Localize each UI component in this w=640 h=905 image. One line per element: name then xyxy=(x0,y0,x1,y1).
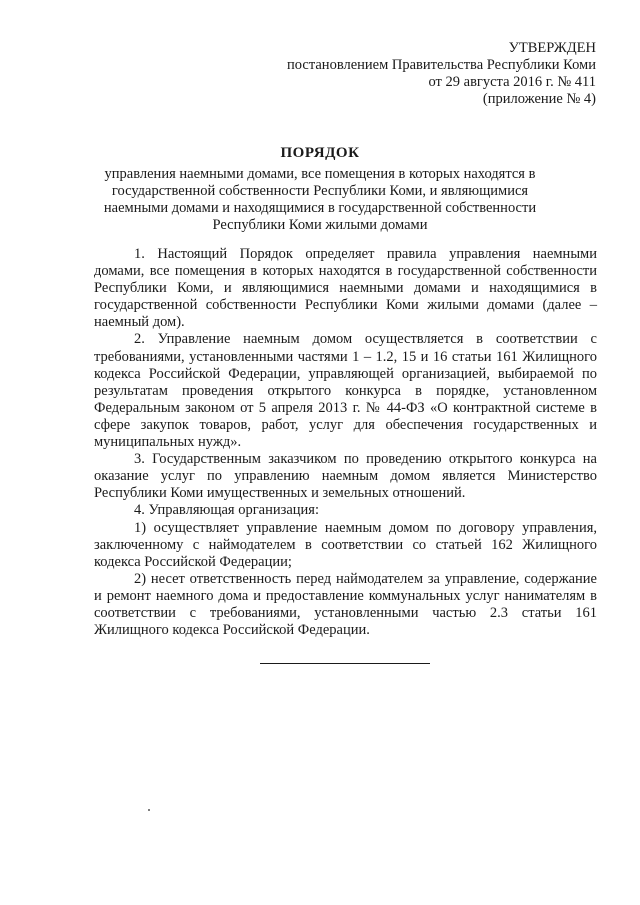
paragraph-3: 3. Государственным заказчиком по проведению открытого конкурса на оказание услуг по управлению наемным домом является Министерство Республики Коми имущественных и земельных отношений. xyxy=(94,451,597,502)
end-divider xyxy=(260,663,430,664)
document-body xyxy=(94,246,597,639)
document-title: ПОРЯДОК xyxy=(280,145,360,161)
approval-resolution: постановлением Правительства Республики Коми xyxy=(287,57,596,73)
paragraph-2: 2. Управление наемным домом осуществляется в соответствии с требованиями, установленными частями 1 – 1.2, 15 и 16 статьи 161 Жилищного кодекса Российской Федерации, управляющей организацией, выбираемой по результатам проведения открытого конкурса в порядке, установленном Федеральным законом от 5 апреля 2013 г. № 44-ФЗ «О контрактной системе в сфере закупок товаров, работ, услуг для обеспечения государственных и муниципальных нужд». xyxy=(94,331,597,451)
paragraph-4: 4. Управляющая организация: xyxy=(134,502,320,519)
approval-date-number: от 29 августа 2016 г. № 411 xyxy=(428,74,596,90)
approval-stamp xyxy=(287,40,596,108)
paragraph-4-item-2: 2) несет ответственность перед наймодателем за управление, содержание и ремонт наемного дома и предоставление коммунальных услуг нанимателям в соответствии с требованиями, установленными частью 2.3 статьи 161 Жилищного кодекса Российской Федерации. xyxy=(94,570,597,639)
paragraph-1: 1. Настоящий Порядок определяет правила управления наемными домами, все помещения в которых находятся в государственной собственности Республики Коми, и являющимися наемными домами и находящимися в государственной собственности Республики Коми жилыми домами (далее – наемный дом). xyxy=(94,246,597,331)
approval-appendix: (приложение № 4) xyxy=(482,91,596,107)
approval-heading: УТВЕРЖДЕН xyxy=(508,40,596,56)
paragraph-4-item-1: 1) осуществляет управление наемным домом по договору управления, заключенному с наймодателем в соответствии со статьей 162 Жилищного кодекса Российской Федерации; xyxy=(94,519,597,570)
document-subtitle: управления наемными домами, все помещения в которых находятся в государственной собственности Республики Коми, и являющимися наемными домами и находящимися в государственной собственности Республики Коми жилыми домами xyxy=(103,166,537,233)
scan-speck xyxy=(148,809,150,811)
